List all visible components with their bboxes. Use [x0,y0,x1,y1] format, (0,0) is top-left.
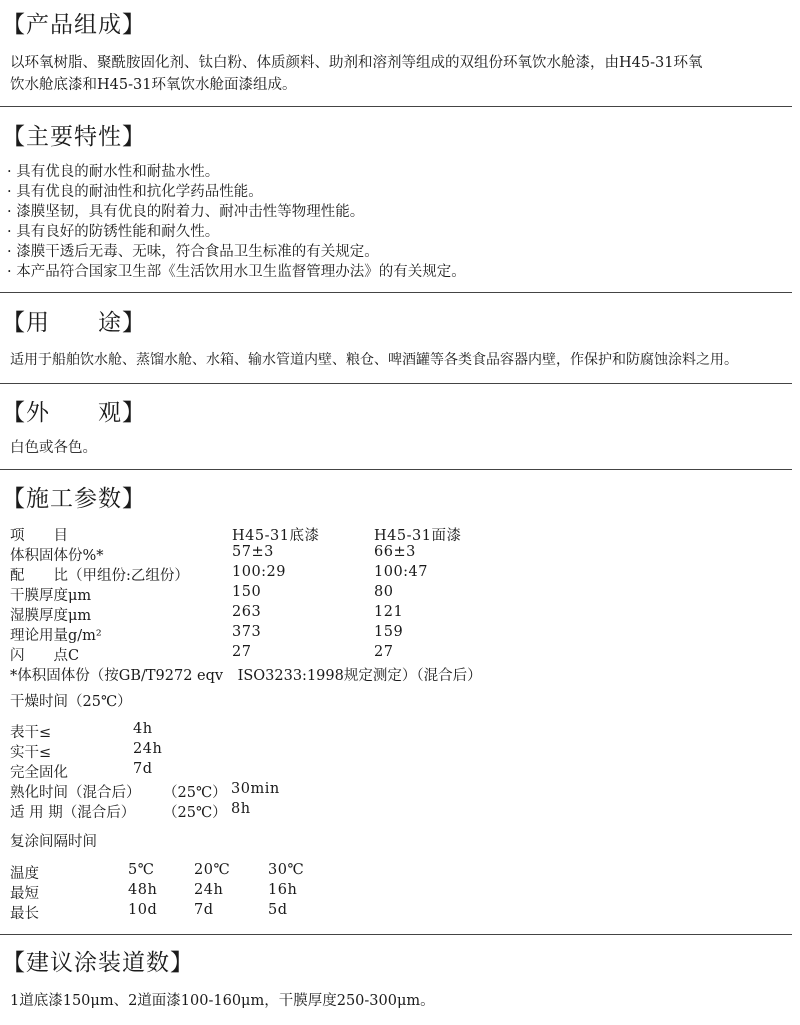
param-value: 373 [232,624,262,640]
param-label: 闪 点C [10,648,80,664]
param-header-topcoat: H45-31面漆 [374,528,462,544]
divider [0,469,792,470]
param-value: 100:29 [232,564,287,580]
divider [0,934,792,935]
ripening-label: 熟化时间（混合后） [10,785,141,801]
param-value: 263 [232,604,262,620]
feature-item: · 具有优良的耐油性和抗化学药品性能。 [7,184,263,200]
drying-label: 表干≤ [10,725,52,741]
drying-label: 实干≤ [10,745,52,761]
coats-text: 1道底漆150μm、2道面漆100-160μm，干膜厚度250-300μm。 [10,993,435,1009]
section-title-appearance: 【外 观】 [2,400,146,426]
divider [0,383,792,384]
param-value: 66±3 [374,544,416,560]
drying-title: 干燥时间（25℃） [10,694,132,710]
recoat-value: 16h [268,882,298,898]
param-value: 100:47 [374,564,429,580]
drying-value: 7d [133,761,153,777]
appearance-text: 白色或各色。 [10,440,97,456]
ripening-temp: （25℃） [163,785,227,801]
recoat-value: 24h [194,882,224,898]
composition-text-line1: 以环氧树脂、聚酰胺固化剂、钛白粉、体质颜料、助剂和溶剂等组成的双组份环氧饮水舱漆，由H45-31环氧 [10,55,703,71]
recoat-title: 复涂间隔时间 [10,834,97,850]
feature-item: · 漆膜坚韧，具有优良的附着力、耐冲击性等物理性能。 [7,204,365,220]
drying-value: 24h [133,741,163,757]
param-label: 理论用量g/m² [10,628,102,644]
section-title-composition: 【产品组成】 [2,12,146,38]
recoat-value: 10d [128,902,158,918]
feature-item: · 本产品符合国家卫生部《生活饮用水卫生监督管理办法》的有关规定。 [7,264,466,280]
param-value: 80 [374,584,394,600]
feature-item: · 漆膜干透后无毒、无味，符合食品卫生标准的有关规定。 [7,244,379,260]
param-value: 159 [374,624,404,640]
section-title-usage: 【用 途】 [2,310,146,336]
param-label: 湿膜厚度μm [10,608,92,624]
recoat-value: 48h [128,882,158,898]
usage-text: 适用于船舶饮水舱、蒸馏水舱、水箱、输水管道内壁、粮仓、啤酒罐等各类食品容器内壁，作保护和防腐蚀涂料之用。 [10,352,738,368]
drying-value: 4h [133,721,153,737]
pot-life-temp: （25℃） [163,805,227,821]
recoat-label: 温度 [10,866,39,882]
param-label: 干膜厚度μm [10,588,92,604]
param-value: 27 [232,644,252,660]
composition-text-line2: 饮水舱底漆和H45-31环氧饮水舱面漆组成。 [10,77,297,93]
recoat-label: 最短 [10,886,39,902]
recoat-value: 30℃ [268,862,305,878]
param-value: 57±3 [232,544,274,560]
feature-item: · 具有良好的防锈性能和耐久性。 [7,224,220,240]
recoat-label: 最长 [10,906,39,922]
section-title-coats: 【建议涂装道数】 [2,950,194,976]
recoat-value: 20℃ [194,862,231,878]
recoat-value: 5d [268,902,288,918]
drying-label: 完全固化 [10,765,68,781]
pot-life-label: 适 用 期（混合后） [10,805,136,821]
section-title-features: 【主要特性】 [2,124,146,150]
param-value: 150 [232,584,262,600]
divider [0,292,792,293]
param-label: 配 比（甲组份:乙组份） [10,568,189,584]
ripening-value: 30min [231,781,280,797]
divider [0,106,792,107]
recoat-value: 7d [194,902,214,918]
recoat-value: 5℃ [128,862,155,878]
param-value: 121 [374,604,404,620]
section-title-params: 【施工参数】 [2,486,146,512]
param-header-primer: H45-31底漆 [232,528,320,544]
param-value: 27 [374,644,394,660]
param-label: 体积固体份%* [10,548,104,564]
feature-item: · 具有优良的耐水性和耐盐水性。 [7,164,220,180]
param-footnote: *体积固体份（按GB/T9272 eqv ISO3233:1998规定测定）（混合后） [10,668,482,684]
pot-life-value: 8h [231,801,251,817]
param-label: 项 目 [10,528,68,544]
